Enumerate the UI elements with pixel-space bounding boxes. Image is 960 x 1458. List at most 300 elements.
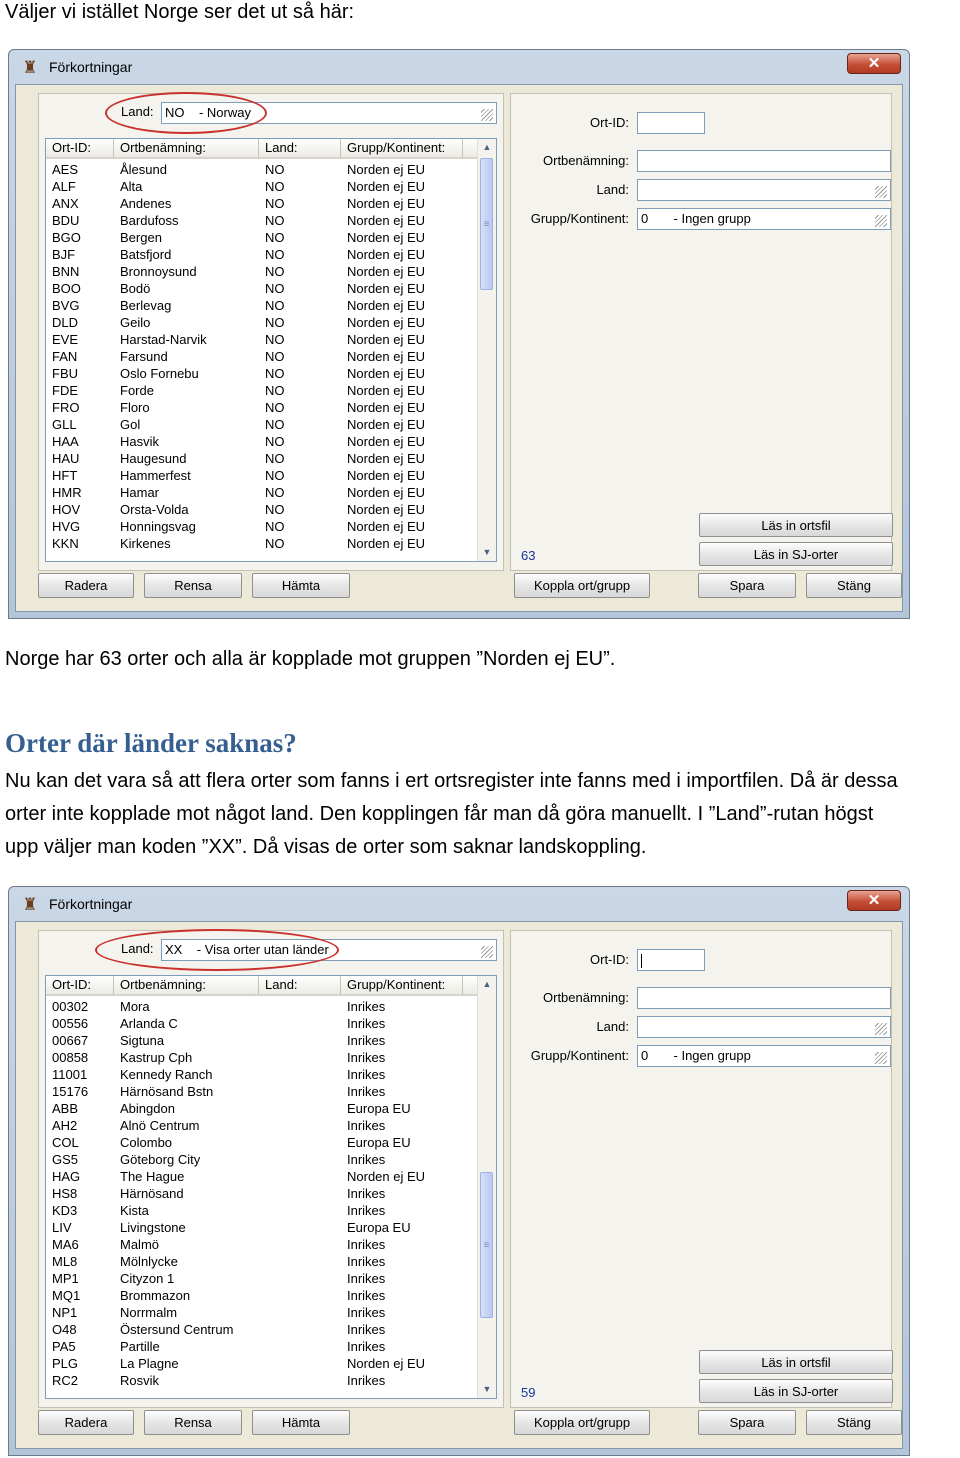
ortbenamning-cell: Honningsvag bbox=[120, 519, 196, 534]
ortbenamning-cell: Göteborg City bbox=[120, 1152, 201, 1167]
table-row[interactable] bbox=[46, 1151, 478, 1168]
list-panel bbox=[38, 93, 504, 571]
table-row[interactable] bbox=[46, 450, 478, 467]
app-icon: ♜ bbox=[22, 895, 38, 914]
ortbenamning-cell: Kastrup Cph bbox=[120, 1050, 193, 1065]
grupp-cell: Norden ej EU bbox=[347, 315, 426, 330]
ortbenamning-cell: Arlanda C bbox=[120, 1016, 178, 1031]
grupp-cell: Norden ej EU bbox=[347, 264, 426, 279]
grupp-cell: Inrikes bbox=[347, 1118, 386, 1133]
ortbenamning-cell: Bardufoss bbox=[120, 213, 179, 228]
grupp-cell: Inrikes bbox=[347, 1033, 386, 1048]
ort-id-label: Ort-ID: bbox=[590, 115, 629, 130]
stang-button[interactable]: Stäng bbox=[806, 1410, 902, 1435]
ort-id-cell: GS5 bbox=[52, 1152, 79, 1167]
land-cell: NO bbox=[265, 332, 285, 347]
window-forkortningar-norway bbox=[8, 49, 910, 619]
ort-list[interactable] bbox=[45, 975, 497, 1399]
grupp-cell: Europa EU bbox=[347, 1220, 411, 1235]
grupp-cell: Norden ej EU bbox=[347, 1169, 426, 1184]
ort-id-cell: MA6 bbox=[52, 1237, 79, 1252]
table-row[interactable] bbox=[46, 229, 478, 246]
detail-panel bbox=[510, 93, 892, 571]
land-filter-label: Land: bbox=[121, 104, 154, 119]
highlight-ellipse bbox=[95, 929, 339, 971]
ortbenamning-cell: The Hague bbox=[120, 1169, 185, 1184]
ort-id-cell: PLG bbox=[52, 1356, 79, 1371]
dropdown-grip-icon[interactable] bbox=[481, 109, 493, 121]
table-row[interactable] bbox=[46, 1015, 478, 1032]
detail-panel bbox=[510, 930, 892, 1408]
list-header bbox=[46, 139, 478, 159]
grupp-cell: Inrikes bbox=[347, 1288, 386, 1303]
grupp-cell: Inrikes bbox=[347, 1254, 386, 1269]
ortbenamning-cell: Harstad-Narvik bbox=[120, 332, 207, 347]
grupp-cell: Inrikes bbox=[347, 999, 386, 1014]
window-title: Förkortningar bbox=[49, 896, 133, 912]
grupp-cell: Norden ej EU bbox=[347, 366, 426, 381]
ort-id-cell: AES bbox=[52, 162, 79, 177]
table-row[interactable] bbox=[46, 1287, 478, 1304]
grupp-cell: Norden ej EU bbox=[347, 383, 426, 398]
ortbenamning-cell: Norrmalm bbox=[120, 1305, 178, 1320]
ort-id-cell: MP1 bbox=[52, 1271, 79, 1286]
radera-button[interactable]: Radera bbox=[38, 1410, 134, 1435]
highlight-ellipse bbox=[105, 92, 267, 134]
ortbenamning-cell: Härnösand bbox=[120, 1186, 184, 1201]
land-cell: NO bbox=[265, 502, 285, 517]
table-row[interactable] bbox=[46, 365, 478, 382]
list-panel bbox=[38, 930, 504, 1408]
table-row[interactable] bbox=[46, 161, 478, 178]
land-cell: NO bbox=[265, 383, 285, 398]
ortbenamning-cell: Floro bbox=[120, 400, 150, 415]
table-row[interactable] bbox=[46, 1236, 478, 1253]
ortbenamning-cell: Malmö bbox=[120, 1237, 160, 1252]
land-filter-label: Land: bbox=[121, 941, 154, 956]
ortbenamning-cell: Livingstone bbox=[120, 1220, 186, 1235]
table-row[interactable] bbox=[46, 416, 478, 433]
window-title: Förkortningar bbox=[49, 59, 133, 75]
grupp-cell: Norden ej EU bbox=[347, 451, 426, 466]
grupp-label: Grupp/Kontinent: bbox=[530, 211, 629, 226]
ort-id-cell: BNN bbox=[52, 264, 80, 279]
grupp-cell: Norden ej EU bbox=[347, 485, 426, 500]
grupp-cell: Inrikes bbox=[347, 1084, 386, 1099]
table-row[interactable] bbox=[46, 1117, 478, 1134]
table-row[interactable] bbox=[46, 1372, 478, 1389]
close-button[interactable]: ✕ bbox=[847, 890, 901, 911]
scroll-down-arrow-icon[interactable]: ▼ bbox=[482, 547, 492, 557]
ortbenamning-field[interactable] bbox=[637, 150, 891, 172]
ort-id-cell: FRO bbox=[52, 400, 80, 415]
grupp-cell: Norden ej EU bbox=[347, 298, 426, 313]
table-row[interactable] bbox=[46, 297, 478, 314]
grupp-cell: Inrikes bbox=[347, 1373, 386, 1388]
column-header-land[interactable]: Land: bbox=[259, 139, 341, 159]
land-cell: NO bbox=[265, 315, 285, 330]
table-row[interactable] bbox=[46, 1049, 478, 1066]
table-row[interactable] bbox=[46, 1066, 478, 1083]
ort-id-cell: 00302 bbox=[52, 999, 89, 1014]
ort-id-cell: DLD bbox=[52, 315, 79, 330]
ort-id-cell: MQ1 bbox=[52, 1288, 81, 1303]
table-row[interactable] bbox=[46, 382, 478, 399]
table-row[interactable] bbox=[46, 1134, 478, 1151]
ort-id-cell: BOO bbox=[52, 281, 81, 296]
grupp-cell: Norden ej EU bbox=[347, 349, 426, 364]
ort-id-cell: RC2 bbox=[52, 1373, 79, 1388]
ort-id-cell: HOV bbox=[52, 502, 81, 517]
ortbenamning-cell: Ålesund bbox=[120, 162, 167, 177]
ort-id-cell: HAA bbox=[52, 434, 79, 449]
land-cell: NO bbox=[265, 519, 285, 534]
land-label: Land: bbox=[596, 182, 629, 197]
ort-id-cell: HAG bbox=[52, 1169, 81, 1184]
column-header-filler bbox=[463, 976, 478, 996]
grupp-cell: Inrikes bbox=[347, 1016, 386, 1031]
land-cell: NO bbox=[265, 162, 285, 177]
land-cell: NO bbox=[265, 536, 285, 551]
table-row[interactable] bbox=[46, 535, 478, 552]
las-in-sj-orter-button[interactable]: Läs in SJ-orter bbox=[699, 542, 893, 566]
ortbenamning-cell: Cityzon 1 bbox=[120, 1271, 175, 1286]
ortbenamning-cell: Brommazon bbox=[120, 1288, 191, 1303]
land-cell: NO bbox=[265, 213, 285, 228]
ortbenamning-cell: Alta bbox=[120, 179, 143, 194]
table-row[interactable] bbox=[46, 998, 478, 1015]
ort-id-cell: ML8 bbox=[52, 1254, 78, 1269]
ort-list[interactable] bbox=[45, 138, 497, 562]
land-cell: NO bbox=[265, 281, 285, 296]
dropdown-grip-icon[interactable] bbox=[875, 1023, 887, 1035]
table-row[interactable] bbox=[46, 1253, 478, 1270]
land-cell: NO bbox=[265, 366, 285, 381]
rensa-button[interactable]: Rensa bbox=[144, 1410, 242, 1435]
ort-id-cell: 00667 bbox=[52, 1033, 89, 1048]
grupp-cell: Inrikes bbox=[347, 1322, 386, 1337]
ortbenamning-cell: Östersund Centrum bbox=[120, 1322, 234, 1337]
ortbenamning-cell: Mora bbox=[120, 999, 150, 1014]
ortbenamning-cell: Mölnlycke bbox=[120, 1254, 178, 1269]
hamta-button[interactable]: Hämta bbox=[252, 1410, 350, 1435]
paragraph-line-2: orter inte kopplade mot något land. Den kopplingen får man då göra manuellt. I ”Land”-rutan högst bbox=[5, 803, 874, 825]
record-count: 63 bbox=[521, 548, 536, 563]
ortbenamning-cell: Alnö Centrum bbox=[120, 1118, 200, 1133]
land-cell: NO bbox=[265, 468, 285, 483]
ortbenamning-cell: Abingdon bbox=[120, 1101, 175, 1116]
ortbenamning-cell: Colombo bbox=[120, 1135, 173, 1150]
land-label: Land: bbox=[596, 1019, 629, 1034]
ortbenamning-cell: Partille bbox=[120, 1339, 160, 1354]
column-header-filler bbox=[463, 139, 478, 159]
ort-id-cell: 00858 bbox=[52, 1050, 89, 1065]
grupp-cell: Inrikes bbox=[347, 1067, 386, 1082]
rensa-button[interactable]: Rensa bbox=[144, 573, 242, 598]
caption-text: Norge har 63 orter och alla är kopplade mot gruppen ”Norden ej EU”. bbox=[5, 648, 616, 670]
column-header-grupp[interactable]: Grupp/Kontinent: bbox=[341, 139, 463, 159]
ort-id-cell: 11001 bbox=[52, 1067, 88, 1082]
hamta-button[interactable]: Hämta bbox=[252, 573, 350, 598]
ortbenamning-cell: Geilo bbox=[120, 315, 151, 330]
radera-button[interactable]: Radera bbox=[38, 573, 134, 598]
table-row[interactable] bbox=[46, 399, 478, 416]
grupp-cell: Inrikes bbox=[347, 1152, 386, 1167]
ortbenamning-cell: Gol bbox=[120, 417, 141, 432]
table-row[interactable] bbox=[46, 195, 478, 212]
ort-id-cell: KKN bbox=[52, 536, 79, 551]
ort-id-cell: FBU bbox=[52, 366, 78, 381]
spara-button[interactable]: Spara bbox=[698, 573, 796, 598]
dropdown-grip-icon[interactable] bbox=[481, 946, 493, 958]
dialog-body bbox=[15, 921, 903, 1449]
table-row[interactable] bbox=[46, 1185, 478, 1202]
list-header bbox=[46, 976, 478, 996]
ort-id-cell: ANX bbox=[52, 196, 79, 211]
grupp-cell: Norden ej EU bbox=[347, 230, 426, 245]
list-rows bbox=[46, 161, 478, 552]
ort-id-field[interactable] bbox=[637, 112, 705, 134]
grupp-label: Grupp/Kontinent: bbox=[530, 1048, 629, 1063]
ort-id-cell: HVG bbox=[52, 519, 81, 534]
grupp-cell: Inrikes bbox=[347, 1186, 386, 1201]
land-combo[interactable] bbox=[637, 1016, 891, 1038]
table-row[interactable] bbox=[46, 331, 478, 348]
table-row[interactable] bbox=[46, 484, 478, 501]
ortbenamning-cell: Berlevag bbox=[120, 298, 172, 313]
table-row[interactable] bbox=[46, 518, 478, 535]
grupp-cell: Norden ej EU bbox=[347, 196, 426, 211]
column-header-ortbenamning[interactable]: Ortbenämning: bbox=[114, 976, 259, 996]
land-combo[interactable] bbox=[637, 179, 891, 201]
grupp-combo-value: 0 - Ingen grupp bbox=[641, 1048, 751, 1063]
koppla-ort-grupp-button[interactable]: Koppla ort/grupp bbox=[514, 1410, 650, 1435]
vertical-scrollbar[interactable] bbox=[477, 976, 496, 1398]
ort-id-cell: LIV bbox=[52, 1220, 72, 1235]
table-row[interactable] bbox=[46, 280, 478, 297]
scroll-up-arrow-icon[interactable]: ▲ bbox=[482, 142, 492, 152]
grupp-cell: Norden ej EU bbox=[347, 213, 426, 228]
scroll-up-arrow-icon[interactable]: ▲ bbox=[482, 979, 492, 989]
grupp-cell: Norden ej EU bbox=[347, 502, 426, 517]
land-filter-value: XX - Visa orter utan länder bbox=[165, 942, 329, 957]
ort-id-cell: GLL bbox=[52, 417, 77, 432]
ortbenamning-cell: Bronnoysund bbox=[120, 264, 197, 279]
grupp-cell: Europa EU bbox=[347, 1135, 411, 1150]
ortbenamning-cell: Oslo Fornebu bbox=[120, 366, 199, 381]
grupp-cell: Inrikes bbox=[347, 1271, 386, 1286]
table-row[interactable] bbox=[46, 1168, 478, 1185]
table-row[interactable] bbox=[46, 246, 478, 263]
ortbenamning-cell: Hasvik bbox=[120, 434, 160, 449]
vertical-scrollbar[interactable] bbox=[477, 139, 496, 561]
table-row[interactable] bbox=[46, 501, 478, 518]
ort-id-cell: O48 bbox=[52, 1322, 77, 1337]
ort-id-cell: 15176 bbox=[52, 1084, 89, 1099]
land-cell: NO bbox=[265, 179, 285, 194]
grupp-cell: Norden ej EU bbox=[347, 332, 426, 347]
table-row[interactable] bbox=[46, 1355, 478, 1372]
ort-id-cell: KD3 bbox=[52, 1203, 78, 1218]
grupp-cell: Norden ej EU bbox=[347, 247, 426, 262]
dropdown-grip-icon[interactable] bbox=[875, 215, 887, 227]
land-filter-value: NO - Norway bbox=[165, 105, 251, 120]
ort-id-cell: HS8 bbox=[52, 1186, 78, 1201]
ort-id-cell: PA5 bbox=[52, 1339, 76, 1354]
title-bar[interactable] bbox=[9, 50, 909, 84]
table-row[interactable] bbox=[46, 1304, 478, 1321]
grupp-cell: Norden ej EU bbox=[347, 536, 426, 551]
ort-id-cell: 00556 bbox=[52, 1016, 89, 1031]
ort-id-cell: EVE bbox=[52, 332, 79, 347]
land-cell: NO bbox=[265, 485, 285, 500]
window-forkortningar-xx bbox=[8, 886, 910, 1456]
column-header-land[interactable]: Land: bbox=[259, 976, 341, 996]
ort-id-cell: BGO bbox=[52, 230, 81, 245]
grupp-cell: Inrikes bbox=[347, 1050, 386, 1065]
table-row[interactable] bbox=[46, 1083, 478, 1100]
table-row[interactable] bbox=[46, 1202, 478, 1219]
table-row[interactable] bbox=[46, 178, 478, 195]
grupp-cell: Norden ej EU bbox=[347, 468, 426, 483]
ortbenamning-label: Ortbenämning: bbox=[543, 153, 629, 168]
column-header-grupp[interactable]: Grupp/Kontinent: bbox=[341, 976, 463, 996]
table-row[interactable] bbox=[46, 348, 478, 365]
table-row[interactable] bbox=[46, 433, 478, 450]
ort-id-cell: FDE bbox=[52, 383, 78, 398]
ortbenamning-cell: Kennedy Ranch bbox=[120, 1067, 213, 1082]
land-cell: NO bbox=[265, 451, 285, 466]
grupp-cell: Europa EU bbox=[347, 1101, 411, 1116]
intro-text: Väljer vi istället Norge ser det ut så här: bbox=[5, 1, 355, 23]
ortbenamning-field[interactable] bbox=[637, 987, 891, 1009]
table-row[interactable] bbox=[46, 1338, 478, 1355]
section-heading: Orter där länder saknas? bbox=[5, 728, 297, 758]
ortbenamning-cell: Kista bbox=[120, 1203, 149, 1218]
table-row[interactable] bbox=[46, 1100, 478, 1117]
column-header-ortbenamning[interactable]: Ortbenämning: bbox=[114, 139, 259, 159]
ortbenamning-cell: Bergen bbox=[120, 230, 162, 245]
las-in-ortsfil-button[interactable]: Läs in ortsfil bbox=[699, 1350, 893, 1374]
close-button[interactable]: ✕ bbox=[847, 53, 901, 74]
app-icon: ♜ bbox=[22, 58, 38, 77]
grupp-cell: Norden ej EU bbox=[347, 400, 426, 415]
ortbenamning-cell: Farsund bbox=[120, 349, 168, 364]
record-count: 59 bbox=[521, 1385, 536, 1400]
grupp-cell: Inrikes bbox=[347, 1237, 386, 1252]
grupp-cell: Inrikes bbox=[347, 1339, 386, 1354]
ortbenamning-cell: La Plagne bbox=[120, 1356, 179, 1371]
table-row[interactable] bbox=[46, 1219, 478, 1236]
ort-id-field[interactable] bbox=[637, 949, 705, 971]
spara-button[interactable]: Spara bbox=[698, 1410, 796, 1435]
grupp-cell: Norden ej EU bbox=[347, 162, 426, 177]
ort-id-cell: HFT bbox=[52, 468, 78, 483]
land-cell: NO bbox=[265, 298, 285, 313]
grupp-cell: Inrikes bbox=[347, 1305, 386, 1320]
ortbenamning-cell: Härnösand Bstn bbox=[120, 1084, 214, 1099]
title-bar[interactable] bbox=[9, 887, 909, 921]
column-header-ort-id[interactable]: Ort-ID: bbox=[46, 976, 114, 996]
table-row[interactable] bbox=[46, 1321, 478, 1338]
ort-id-cell: HAU bbox=[52, 451, 80, 466]
scroll-thumb[interactable]: ≡ bbox=[480, 158, 493, 290]
ortbenamning-cell: Forde bbox=[120, 383, 154, 398]
ortbenamning-cell: Haugesund bbox=[120, 451, 187, 466]
stang-button[interactable]: Stäng bbox=[806, 573, 902, 598]
land-cell: NO bbox=[265, 230, 285, 245]
ortbenamning-cell: Hamar bbox=[120, 485, 160, 500]
las-in-sj-orter-button[interactable]: Läs in SJ-orter bbox=[699, 1379, 893, 1403]
ort-id-cell: BDU bbox=[52, 213, 80, 228]
ort-id-cell: ALF bbox=[52, 179, 76, 194]
ortbenamning-cell: Bodö bbox=[120, 281, 151, 296]
ort-id-cell: BJF bbox=[52, 247, 76, 262]
grupp-combo[interactable] bbox=[637, 208, 891, 230]
land-cell: NO bbox=[265, 247, 285, 262]
dropdown-grip-icon[interactable] bbox=[875, 186, 887, 198]
table-row[interactable] bbox=[46, 467, 478, 484]
ortbenamning-cell: Hammerfest bbox=[120, 468, 191, 483]
column-header-ort-id[interactable]: Ort-ID: bbox=[46, 139, 114, 159]
grupp-combo[interactable] bbox=[637, 1045, 891, 1067]
ort-id-cell: FAN bbox=[52, 349, 78, 364]
ortbenamning-cell: Batsfjord bbox=[120, 247, 172, 262]
las-in-ortsfil-button[interactable]: Läs in ortsfil bbox=[699, 513, 893, 537]
land-cell: NO bbox=[265, 400, 285, 415]
land-cell: NO bbox=[265, 264, 285, 279]
ortbenamning-label: Ortbenämning: bbox=[543, 990, 629, 1005]
grupp-cell: Norden ej EU bbox=[347, 1356, 426, 1371]
table-row[interactable] bbox=[46, 1270, 478, 1287]
grupp-cell: Norden ej EU bbox=[347, 179, 426, 194]
ort-id-cell: HMR bbox=[52, 485, 82, 500]
ortbenamning-cell: Andenes bbox=[120, 196, 172, 211]
land-cell: NO bbox=[265, 196, 285, 211]
list-rows bbox=[46, 998, 478, 1389]
koppla-ort-grupp-button[interactable]: Koppla ort/grupp bbox=[514, 573, 650, 598]
dialog-body bbox=[15, 84, 903, 612]
ortbenamning-cell: Sigtuna bbox=[120, 1033, 165, 1048]
land-cell: NO bbox=[265, 349, 285, 364]
scroll-thumb[interactable]: ≡ bbox=[480, 1172, 493, 1318]
grupp-cell: Norden ej EU bbox=[347, 434, 426, 449]
ortbenamning-cell: Kirkenes bbox=[120, 536, 171, 551]
table-row[interactable] bbox=[46, 1032, 478, 1049]
ort-id-label: Ort-ID: bbox=[590, 952, 629, 967]
table-row[interactable] bbox=[46, 263, 478, 280]
paragraph-line-3: upp väljer man koden ”XX”. Då visas de orter som saknar landskoppling. bbox=[5, 836, 647, 858]
grupp-cell: Norden ej EU bbox=[347, 519, 426, 534]
table-row[interactable] bbox=[46, 212, 478, 229]
land-cell: NO bbox=[265, 434, 285, 449]
ort-id-cell: NP1 bbox=[52, 1305, 78, 1320]
ortbenamning-cell: Orsta-Volda bbox=[120, 502, 189, 517]
table-row[interactable] bbox=[46, 314, 478, 331]
ortbenamning-cell: Rosvik bbox=[120, 1373, 160, 1388]
ort-id-cell: COL bbox=[52, 1135, 79, 1150]
ort-id-cell: ABB bbox=[52, 1101, 79, 1116]
ort-id-cell: BVG bbox=[52, 298, 80, 313]
dropdown-grip-icon[interactable] bbox=[875, 1052, 887, 1064]
grupp-cell: Norden ej EU bbox=[347, 281, 426, 296]
ort-id-cell: AH2 bbox=[52, 1118, 78, 1133]
grupp-cell: Inrikes bbox=[347, 1203, 386, 1218]
scroll-down-arrow-icon[interactable]: ▼ bbox=[482, 1384, 492, 1394]
land-cell: NO bbox=[265, 417, 285, 432]
paragraph-line-1: Nu kan det vara så att flera orter som fanns i ert ortsregister inte fanns med i importfilen. Då är dessa bbox=[5, 770, 898, 792]
text-cursor bbox=[641, 954, 642, 968]
